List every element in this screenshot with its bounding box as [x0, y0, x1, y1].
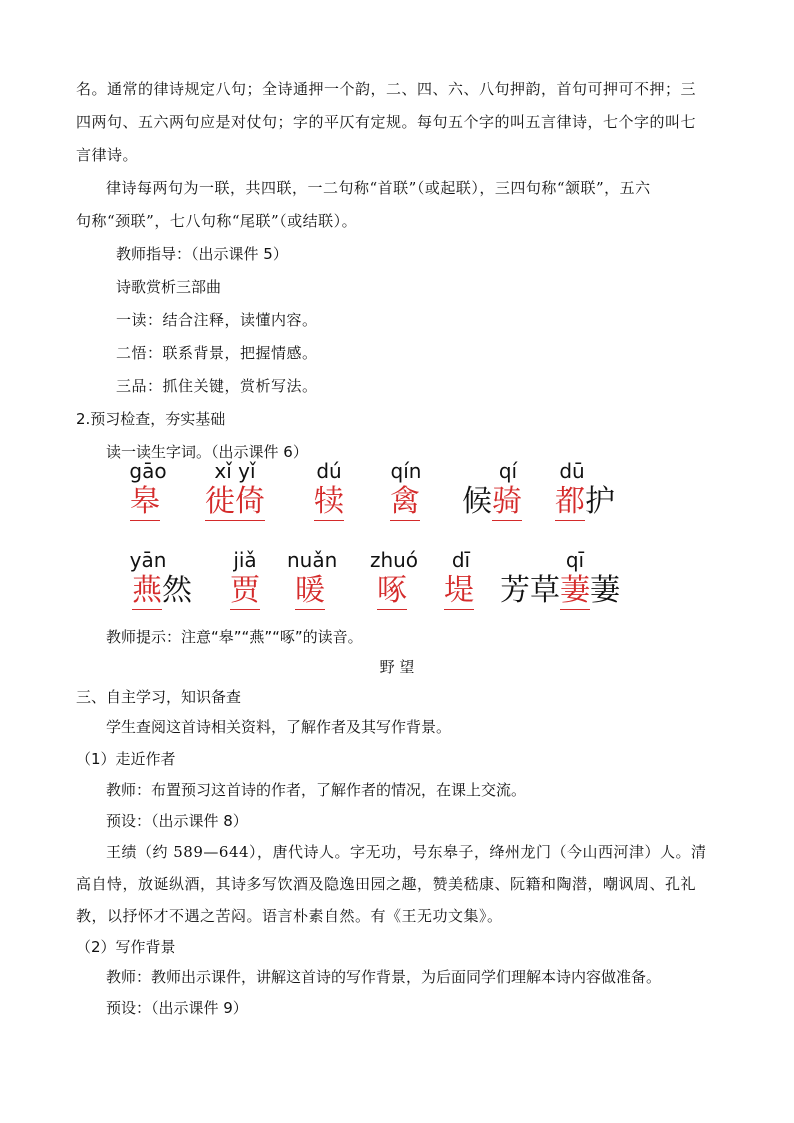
section-3-heading: 三、自主学习，知识备查 — [76, 688, 242, 706]
pinyin: zhuó — [369, 548, 419, 572]
teacher-tip: 教师提示：注意“皋”“燕”“啄”的读音。 — [106, 628, 363, 646]
pinyin: nuǎn — [287, 548, 338, 572]
vocab-row-1 — [0, 460, 794, 530]
character-red: 啄 — [377, 573, 407, 608]
guide-step-2: 二悟：联系背景，把握情感。 — [116, 344, 318, 362]
guide-step-1: 一读：结合注释，读懂内容。 — [116, 311, 318, 329]
section-3-intro: 学生查阅这首诗相关资料，了解作者及其写作背景。 — [106, 718, 452, 736]
character-red: 皋 — [130, 484, 160, 519]
pinyin: dī — [451, 548, 471, 572]
character-plain: 萋 — [590, 573, 620, 608]
pinyin: qín — [390, 459, 422, 483]
pinyin: gāo — [129, 459, 167, 483]
pinyin: qī — [565, 548, 585, 572]
guide-step-3: 三品：抓住关键，赏析写法。 — [116, 377, 318, 395]
guide-title: 教师指导：（出示课件 5） — [116, 245, 288, 263]
pinyin: qí — [498, 459, 518, 483]
character-red: 骑 — [492, 484, 522, 519]
subheading-background: （2）写作背景 — [76, 938, 176, 956]
pinyin: dú — [316, 459, 342, 483]
author-bio-line-2: 高自恃，放诞纵酒，其诗多写饮酒及隐逸田园之趣，赞美嵇康、阮籍和陶潜，嘲讽周、孔礼 — [76, 875, 697, 893]
character-plain: 然 — [162, 573, 192, 608]
section-2-intro: 读一读生字词。（出示课件 6） — [106, 443, 308, 461]
intro-line-2: 四两句、五六两句应是对仗句；字的平仄有定规。每句五个字的叫五言律诗，七个字的叫七 — [76, 113, 697, 131]
character-red: 堤 — [444, 573, 474, 608]
poem-title: 野 望 — [379, 658, 415, 676]
character-red: 贾 — [230, 573, 260, 608]
guide-subtitle: 诗歌赏析三部曲 — [116, 278, 222, 296]
intro-line-5: 句称“颈联”，七八句称“尾联”（或结联）。 — [76, 212, 358, 230]
pinyin: dū — [559, 459, 585, 483]
pinyin: yān — [129, 548, 167, 572]
character-red: 禽 — [390, 484, 420, 519]
teacher-author-task: 教师：布置预习这首诗的作者，了解作者的情况，在课上交流。 — [106, 781, 527, 799]
author-bio-line-3: 教，以抒怀才不遇之苦闷。语言朴素自然。有《王无功文集》。 — [76, 907, 503, 925]
pinyin: xǐ yǐ — [214, 459, 256, 483]
character-plain: 芳草 — [500, 573, 560, 608]
preset-slide-9: 预设：（出示课件 9） — [106, 999, 248, 1017]
character-red: 暖 — [295, 573, 325, 608]
character-plain: 候 — [462, 484, 492, 519]
pinyin: jiǎ — [233, 548, 257, 572]
character-red: 徙倚 — [205, 484, 265, 519]
intro-line-4: 律诗每两句为一联，共四联，一二句称“首联”（或起联），三四句称“颔联”，五六 — [106, 179, 651, 197]
character-red: 燕 — [132, 573, 162, 608]
section-2-heading: 2.预习检查，夯实基础 — [76, 410, 226, 428]
vocab-row-2 — [0, 549, 794, 619]
subheading-author: （1）走近作者 — [76, 750, 176, 768]
teacher-background-task: 教师：教师出示课件，讲解这首诗的写作背景，为后面同学们理解本诗内容做准备。 — [106, 968, 662, 986]
character-plain: 护 — [585, 484, 615, 519]
preset-slide-8: 预设：（出示课件 8） — [106, 812, 248, 830]
character-red: 都 — [555, 484, 585, 519]
intro-line-3: 言律诗。 — [76, 146, 139, 164]
character-red: 犊 — [314, 484, 344, 519]
character-red: 萋 — [560, 573, 590, 608]
intro-line-1: 名。通常的律诗规定八句；全诗通押一个韵，二、四、六、八句押韵，首句可押可不押；三 — [76, 80, 697, 98]
author-bio-line-1: 王绩（约 589—644），唐代诗人。字无功，号东皋子，绛州龙门（今山西河津）人。清 — [106, 843, 707, 861]
